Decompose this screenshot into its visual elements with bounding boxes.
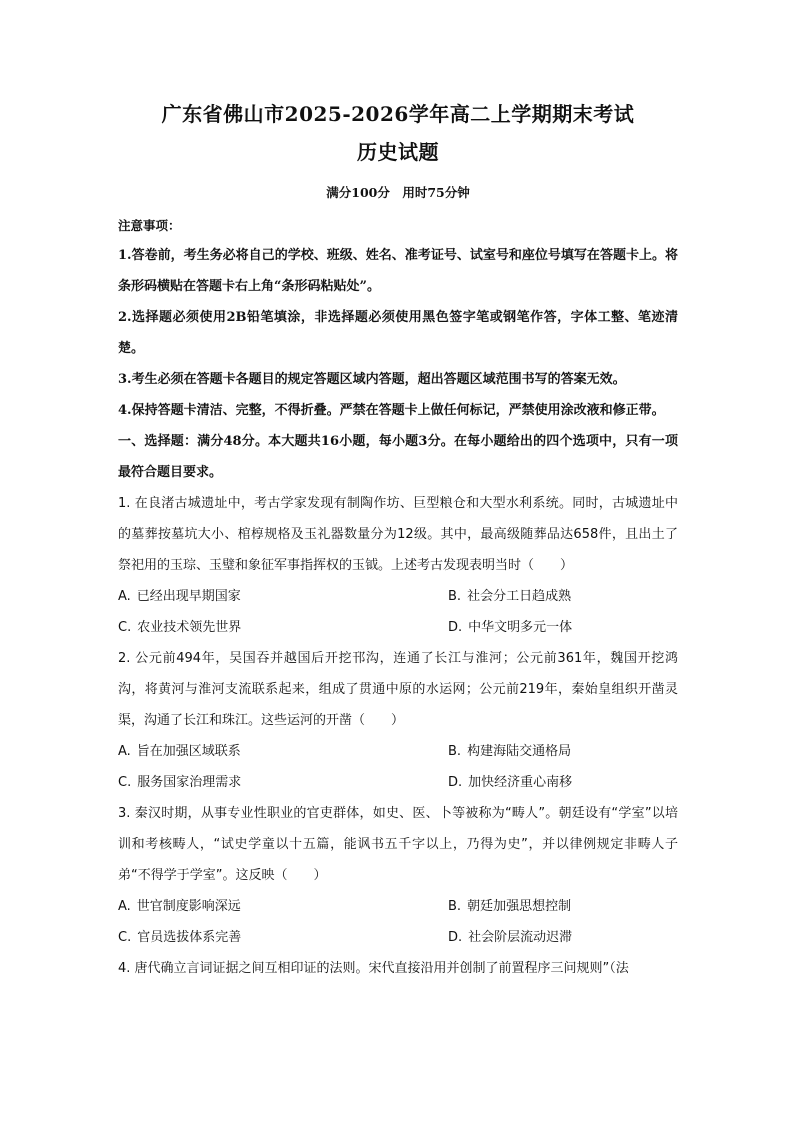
exam-subject-title: 历史试题 xyxy=(357,140,439,164)
question-stem: 2. 公元前494年，吴国吞并越国后开挖邗沟，连通了长江与淮河；公元前361年，魏国开挖鸿沟，将黄河与淮河支流联系起来，组成了贯通中原的水运网；公元前219年，秦始皇组织开凿灵渠，沟通了长江和珠江。这些运河的开凿（ ） xyxy=(118,651,678,728)
option-a[interactable] xyxy=(118,581,398,612)
option-b[interactable] xyxy=(398,736,678,767)
option-text: 加快经济重心南移 xyxy=(468,775,573,790)
option-letter: A. xyxy=(118,744,131,759)
option-text: 社会分工日趋成熟 xyxy=(467,589,572,604)
option-c[interactable] xyxy=(118,922,398,953)
option-c[interactable] xyxy=(118,612,398,643)
option-a[interactable] xyxy=(118,736,398,767)
option-text: 服务国家治理需求 xyxy=(137,775,242,790)
exam-title: 广东省佛山市2025-2026学年高二上学期期末考试 xyxy=(161,102,635,126)
option-d[interactable] xyxy=(398,767,678,798)
notice-item: 1.答卷前，考生务必将自己的学校、班级、姓名、准考证号、试室号和座位号填写在答题卡上。将条形码横贴在答题卡右上角“条形码粘贴处”。 xyxy=(118,248,678,294)
question-options xyxy=(118,891,678,953)
option-text: 中华文明多元一体 xyxy=(468,620,573,635)
option-letter: A. xyxy=(118,589,131,604)
option-letter: B. xyxy=(448,589,462,604)
option-a[interactable] xyxy=(118,891,398,922)
notice-item: 4.保持答题卡清洁、完整，不得折叠。严禁在答题卡上做任何标记，严禁使用涂改液和修正带。 xyxy=(118,403,665,418)
notice-item: 3.考生必须在答题卡各题目的规定答题区域内答题，超出答题区域范围书写的答案无效。 xyxy=(118,372,626,387)
question-stem: 1. 在良渚古城遗址中，考古学家发现有制陶作坊、巨型粮仓和大型水利系统。同时，古城遗址中的墓葬按墓坑大小、棺椁规格及玉礼器数量分为12级。其中，最高级随葬品达658件，且出土了祭祀用的玉琮、玉璧和象征军事指挥权的玉钺。上述考古发现表明当时（ ） xyxy=(118,496,678,573)
option-b[interactable] xyxy=(398,581,678,612)
option-text: 已经出现早期国家 xyxy=(136,589,241,604)
section-heading: 一、选择题：满分48分。本大题共16小题，每小题3分。在每小题给出的四个选项中，只有一项最符合题目要求。 xyxy=(118,434,678,480)
option-text: 农业技术领先世界 xyxy=(137,620,242,635)
option-text: 官员选拔体系完善 xyxy=(137,930,242,945)
option-d[interactable] xyxy=(398,612,678,643)
option-letter: D. xyxy=(448,620,463,635)
option-letter: D. xyxy=(448,775,463,790)
option-text: 构建海陆交通格局 xyxy=(467,744,572,759)
option-letter: D. xyxy=(448,930,463,945)
question-options xyxy=(118,736,678,798)
option-letter: A. xyxy=(118,899,131,914)
question-stem: 4. 唐代确立言词证据之间互相印证的法则。宋代直接沿用并创制了前置程序三问规则”（法 xyxy=(118,961,629,976)
notice-heading: 注意事项： xyxy=(118,218,181,233)
notice-item: 2.选择题必须使用2B铅笔填涂，非选择题必须使用黑色签字笔或钢笔作答，字体工整、笔迹清楚。 xyxy=(118,310,678,356)
option-d[interactable] xyxy=(398,922,678,953)
option-c[interactable] xyxy=(118,767,398,798)
option-letter: B. xyxy=(448,744,462,759)
option-text: 朝廷加强思想控制 xyxy=(467,899,572,914)
option-text: 社会阶层流动迟滞 xyxy=(468,930,573,945)
option-letter: B. xyxy=(448,899,462,914)
option-text: 旨在加强区域联系 xyxy=(136,744,241,759)
option-text: 世官制度影响深远 xyxy=(136,899,241,914)
option-letter: C. xyxy=(118,775,132,790)
question-stem: 3. 秦汉时期，从事专业性职业的官吏群体，如史、医、卜等被称为“畴人”。朝廷设有“学室”以培训和考核畴人，“试史学童以十五篇，能讽书五千字以上，乃得为史”，并以律例规定非畴人子弟“不得学于学室”。这反映（ ） xyxy=(118,806,678,883)
option-b[interactable] xyxy=(398,891,678,922)
exam-meta: 满分100分 用时75分钟 xyxy=(326,185,470,200)
option-letter: C. xyxy=(118,620,132,635)
option-letter: C. xyxy=(118,930,132,945)
exam-page xyxy=(118,100,678,984)
question-options xyxy=(118,581,678,643)
